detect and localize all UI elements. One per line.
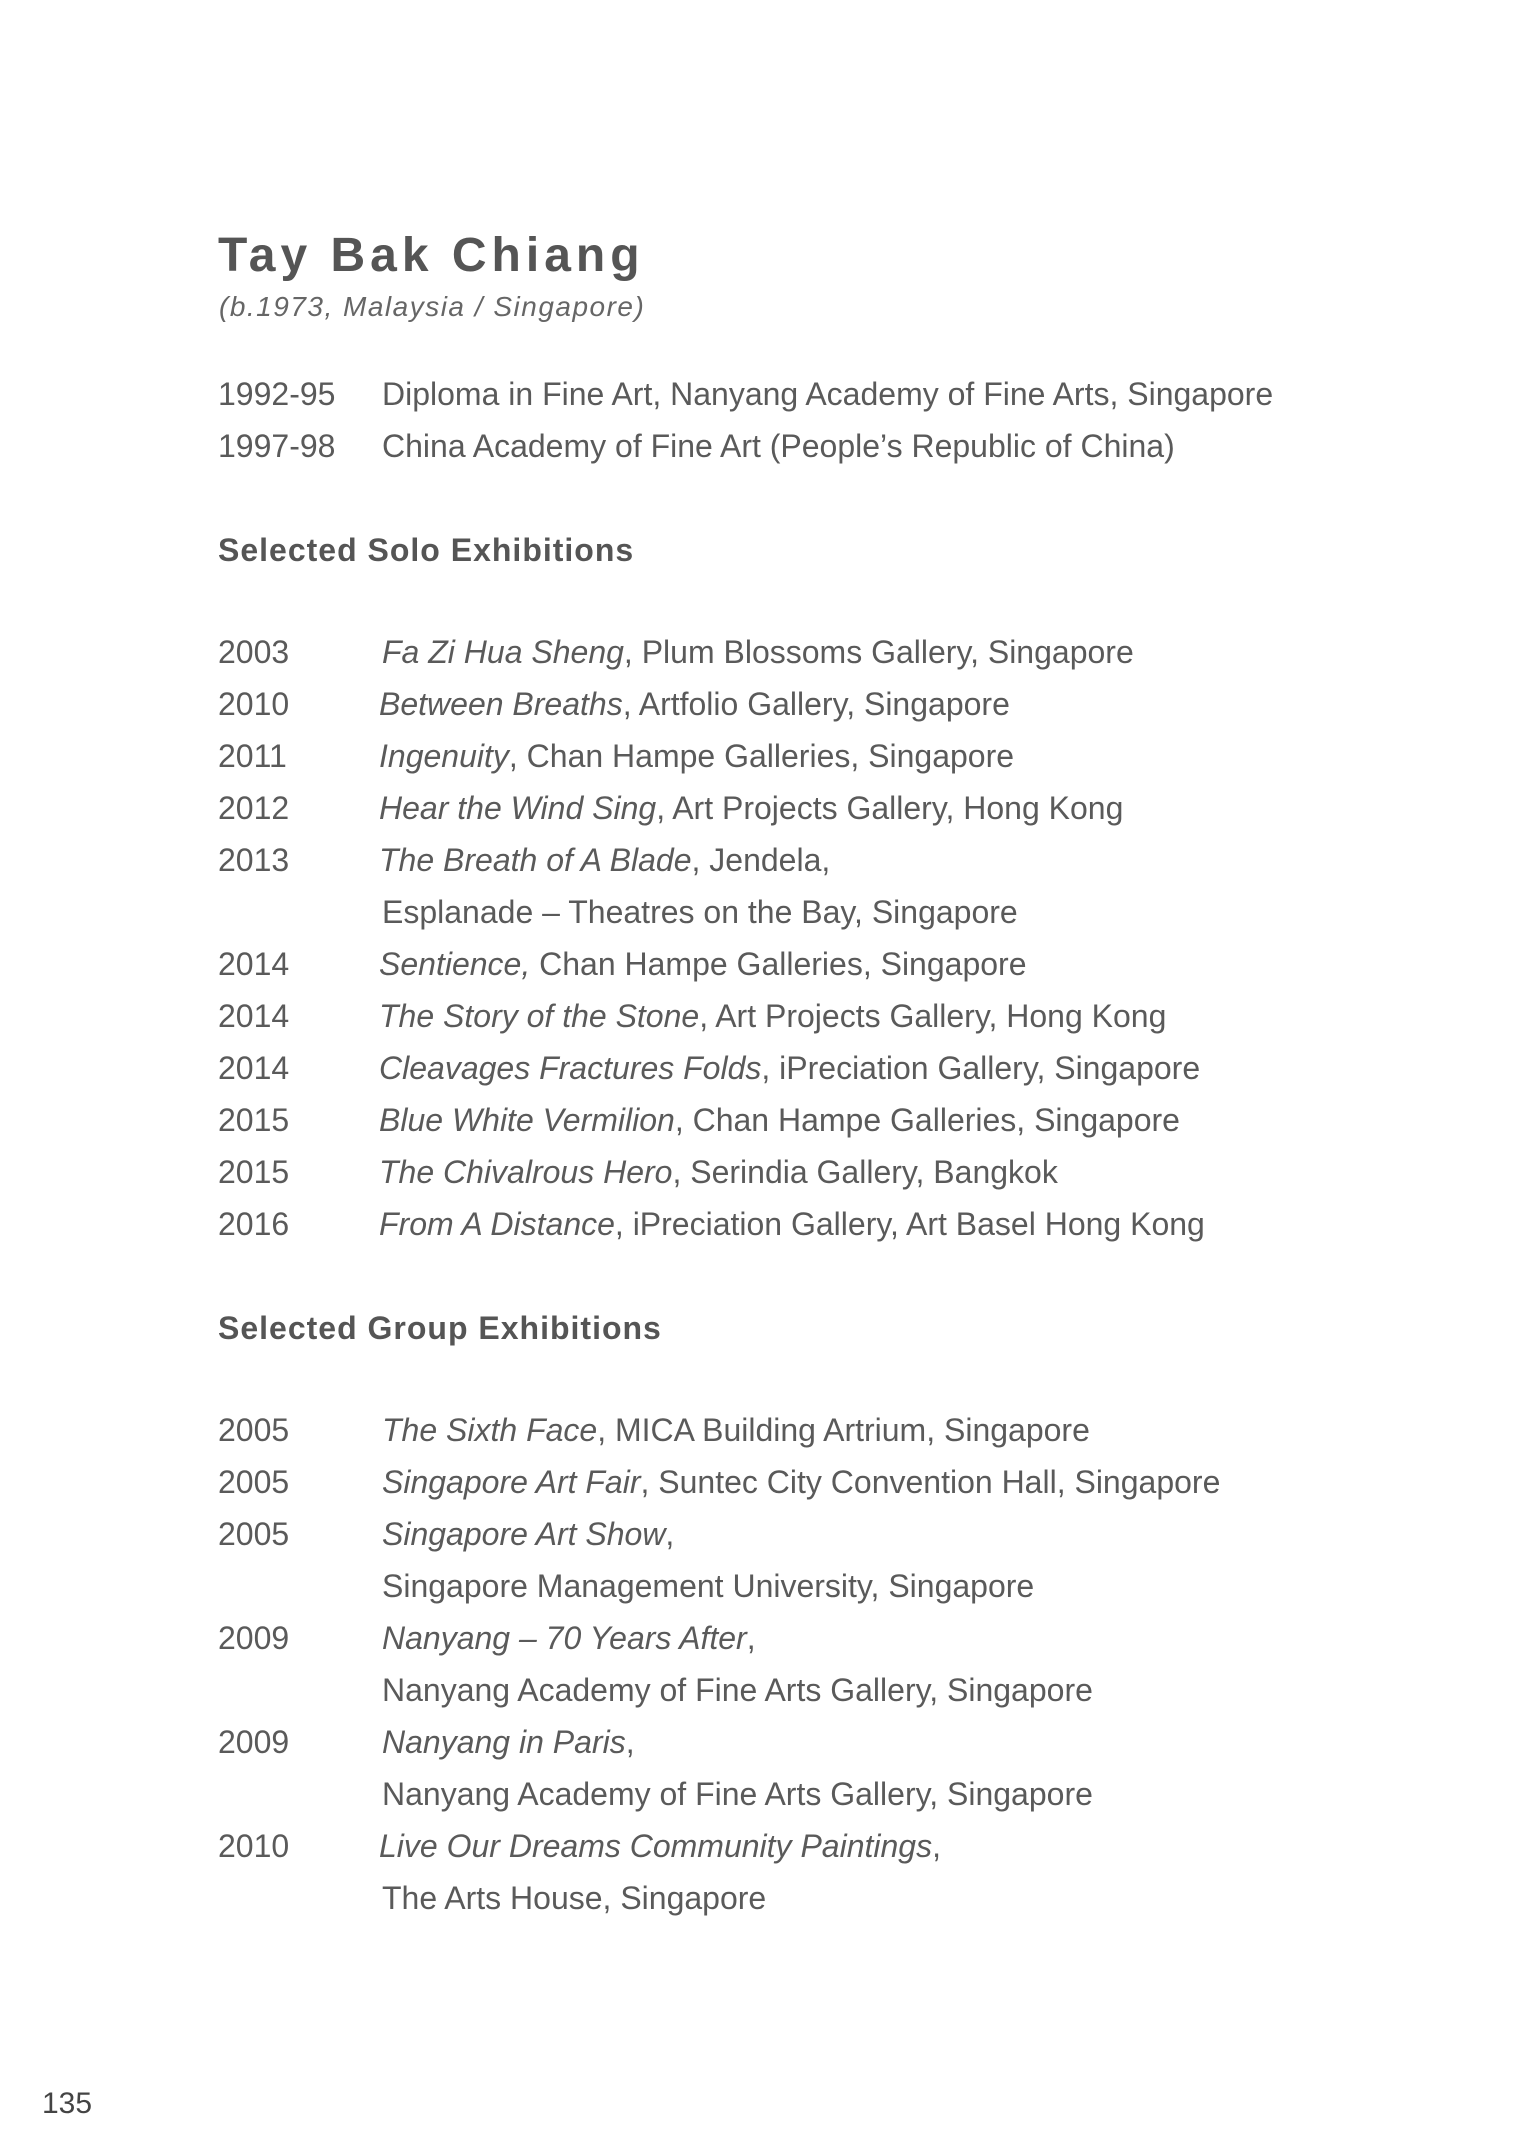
exhibition-title: Nanyang in Paris bbox=[382, 1724, 626, 1760]
exhibition-title: Fa Zi Hua Sheng bbox=[382, 634, 624, 670]
exhibition-title: The Sixth Face bbox=[382, 1412, 598, 1448]
exhibition-year: 2015 bbox=[218, 1102, 290, 1138]
exhibition-year: 2015 bbox=[218, 1154, 290, 1190]
education-years: 1992-95 bbox=[218, 376, 336, 412]
exhibition-venue: , bbox=[746, 1620, 756, 1656]
exhibition-venue: Esplanade – Theatres on the Bay, Singapore bbox=[382, 894, 1018, 930]
exhibition-venue: Chan Hampe Galleries, Singapore bbox=[530, 946, 1027, 982]
exhibition-title: The Chivalrous Hero bbox=[379, 1154, 673, 1190]
exhibition-venue: , Serindia Gallery, Bangkok bbox=[672, 1154, 1058, 1190]
exhibition-year: 2014 bbox=[218, 998, 290, 1034]
exhibition-title: Ingenuity bbox=[379, 738, 509, 774]
exhibition-year: 2003 bbox=[218, 634, 290, 670]
exhibition-venue: , Suntec City Convention Hall, Singapore bbox=[640, 1464, 1221, 1500]
education-years: 1997-98 bbox=[218, 428, 336, 464]
exhibition-year: 2005 bbox=[218, 1412, 290, 1448]
exhibition-venue: , Chan Hampe Galleries, Singapore bbox=[508, 738, 1015, 774]
artist-birth-info: (b.1973, Malaysia / Singapore) bbox=[219, 291, 646, 322]
exhibition-title: Blue White Vermilion bbox=[379, 1102, 675, 1138]
solo-exhibitions-heading: Selected Solo Exhibitions bbox=[218, 532, 635, 568]
group-exhibitions-heading: Selected Group Exhibitions bbox=[218, 1310, 662, 1346]
exhibition-title: The Breath of A Blade bbox=[379, 842, 692, 878]
exhibition-venue: , Art Projects Gallery, Hong Kong bbox=[699, 998, 1167, 1034]
exhibition-year: 2013 bbox=[218, 842, 290, 878]
exhibition-year: 2014 bbox=[218, 1050, 290, 1086]
exhibition-year: 2005 bbox=[218, 1516, 290, 1552]
exhibition-title: Cleavages Fractures Folds bbox=[379, 1050, 762, 1086]
exhibition-title: Hear the Wind Sing bbox=[379, 790, 657, 826]
exhibition-venue: , bbox=[625, 1724, 635, 1760]
exhibition-year: 2011 bbox=[218, 738, 287, 774]
exhibition-year: 2005 bbox=[218, 1464, 290, 1500]
exhibition-year: 2009 bbox=[218, 1620, 290, 1656]
exhibition-venue: Singapore Management University, Singapore bbox=[382, 1568, 1035, 1604]
exhibition-year: 2010 bbox=[218, 686, 290, 722]
exhibition-venue: , Plum Blossoms Gallery, Singapore bbox=[623, 634, 1134, 670]
exhibition-venue: , MICA Building Artrium, Singapore bbox=[597, 1412, 1090, 1448]
exhibition-title: From A Distance bbox=[379, 1206, 615, 1242]
exhibition-title: Sentience, bbox=[379, 946, 531, 982]
exhibition-year: 2010 bbox=[218, 1828, 290, 1864]
page-number: 135 bbox=[42, 2087, 93, 2120]
exhibition-venue: , Art Projects Gallery, Hong Kong bbox=[656, 790, 1124, 826]
exhibition-year: 2016 bbox=[218, 1206, 290, 1242]
exhibition-year: 2009 bbox=[218, 1724, 290, 1760]
exhibition-year: 2012 bbox=[218, 790, 290, 826]
exhibition-venue: The Arts House, Singapore bbox=[382, 1880, 767, 1916]
exhibition-title: The Story of the Stone bbox=[379, 998, 700, 1034]
exhibition-title: Nanyang – 70 Years After bbox=[382, 1620, 747, 1656]
exhibition-year: 2014 bbox=[218, 946, 290, 982]
exhibition-venue: , bbox=[932, 1828, 941, 1864]
exhibition-venue: , bbox=[665, 1516, 675, 1552]
education-text: Diploma in Fine Art, Nanyang Academy of Fine Arts, Singapore bbox=[382, 376, 1274, 412]
exhibition-venue: , Chan Hampe Galleries, Singapore bbox=[674, 1102, 1180, 1138]
exhibition-title: Between Breaths bbox=[379, 686, 623, 722]
exhibition-venue: , iPreciation Gallery, Singapore bbox=[761, 1050, 1201, 1086]
exhibition-title: Live Our Dreams Community Paintings bbox=[379, 1828, 933, 1864]
artist-name: Tay Bak Chiang bbox=[218, 229, 645, 282]
exhibition-venue: , iPreciation Gallery, Art Basel Hong Kong bbox=[614, 1206, 1205, 1242]
exhibition-title: Singapore Art Fair bbox=[382, 1464, 641, 1500]
exhibition-venue: , Artfolio Gallery, Singapore bbox=[622, 686, 1010, 722]
exhibition-venue: , Jendela, bbox=[691, 842, 831, 878]
exhibition-title: Singapore Art Show bbox=[382, 1516, 666, 1552]
education-text: China Academy of Fine Art (People’s Republic of China) bbox=[382, 428, 1175, 464]
exhibition-venue: Nanyang Academy of Fine Arts Gallery, Singapore bbox=[382, 1672, 1093, 1708]
exhibition-venue: Nanyang Academy of Fine Arts Gallery, Singapore bbox=[382, 1776, 1093, 1812]
